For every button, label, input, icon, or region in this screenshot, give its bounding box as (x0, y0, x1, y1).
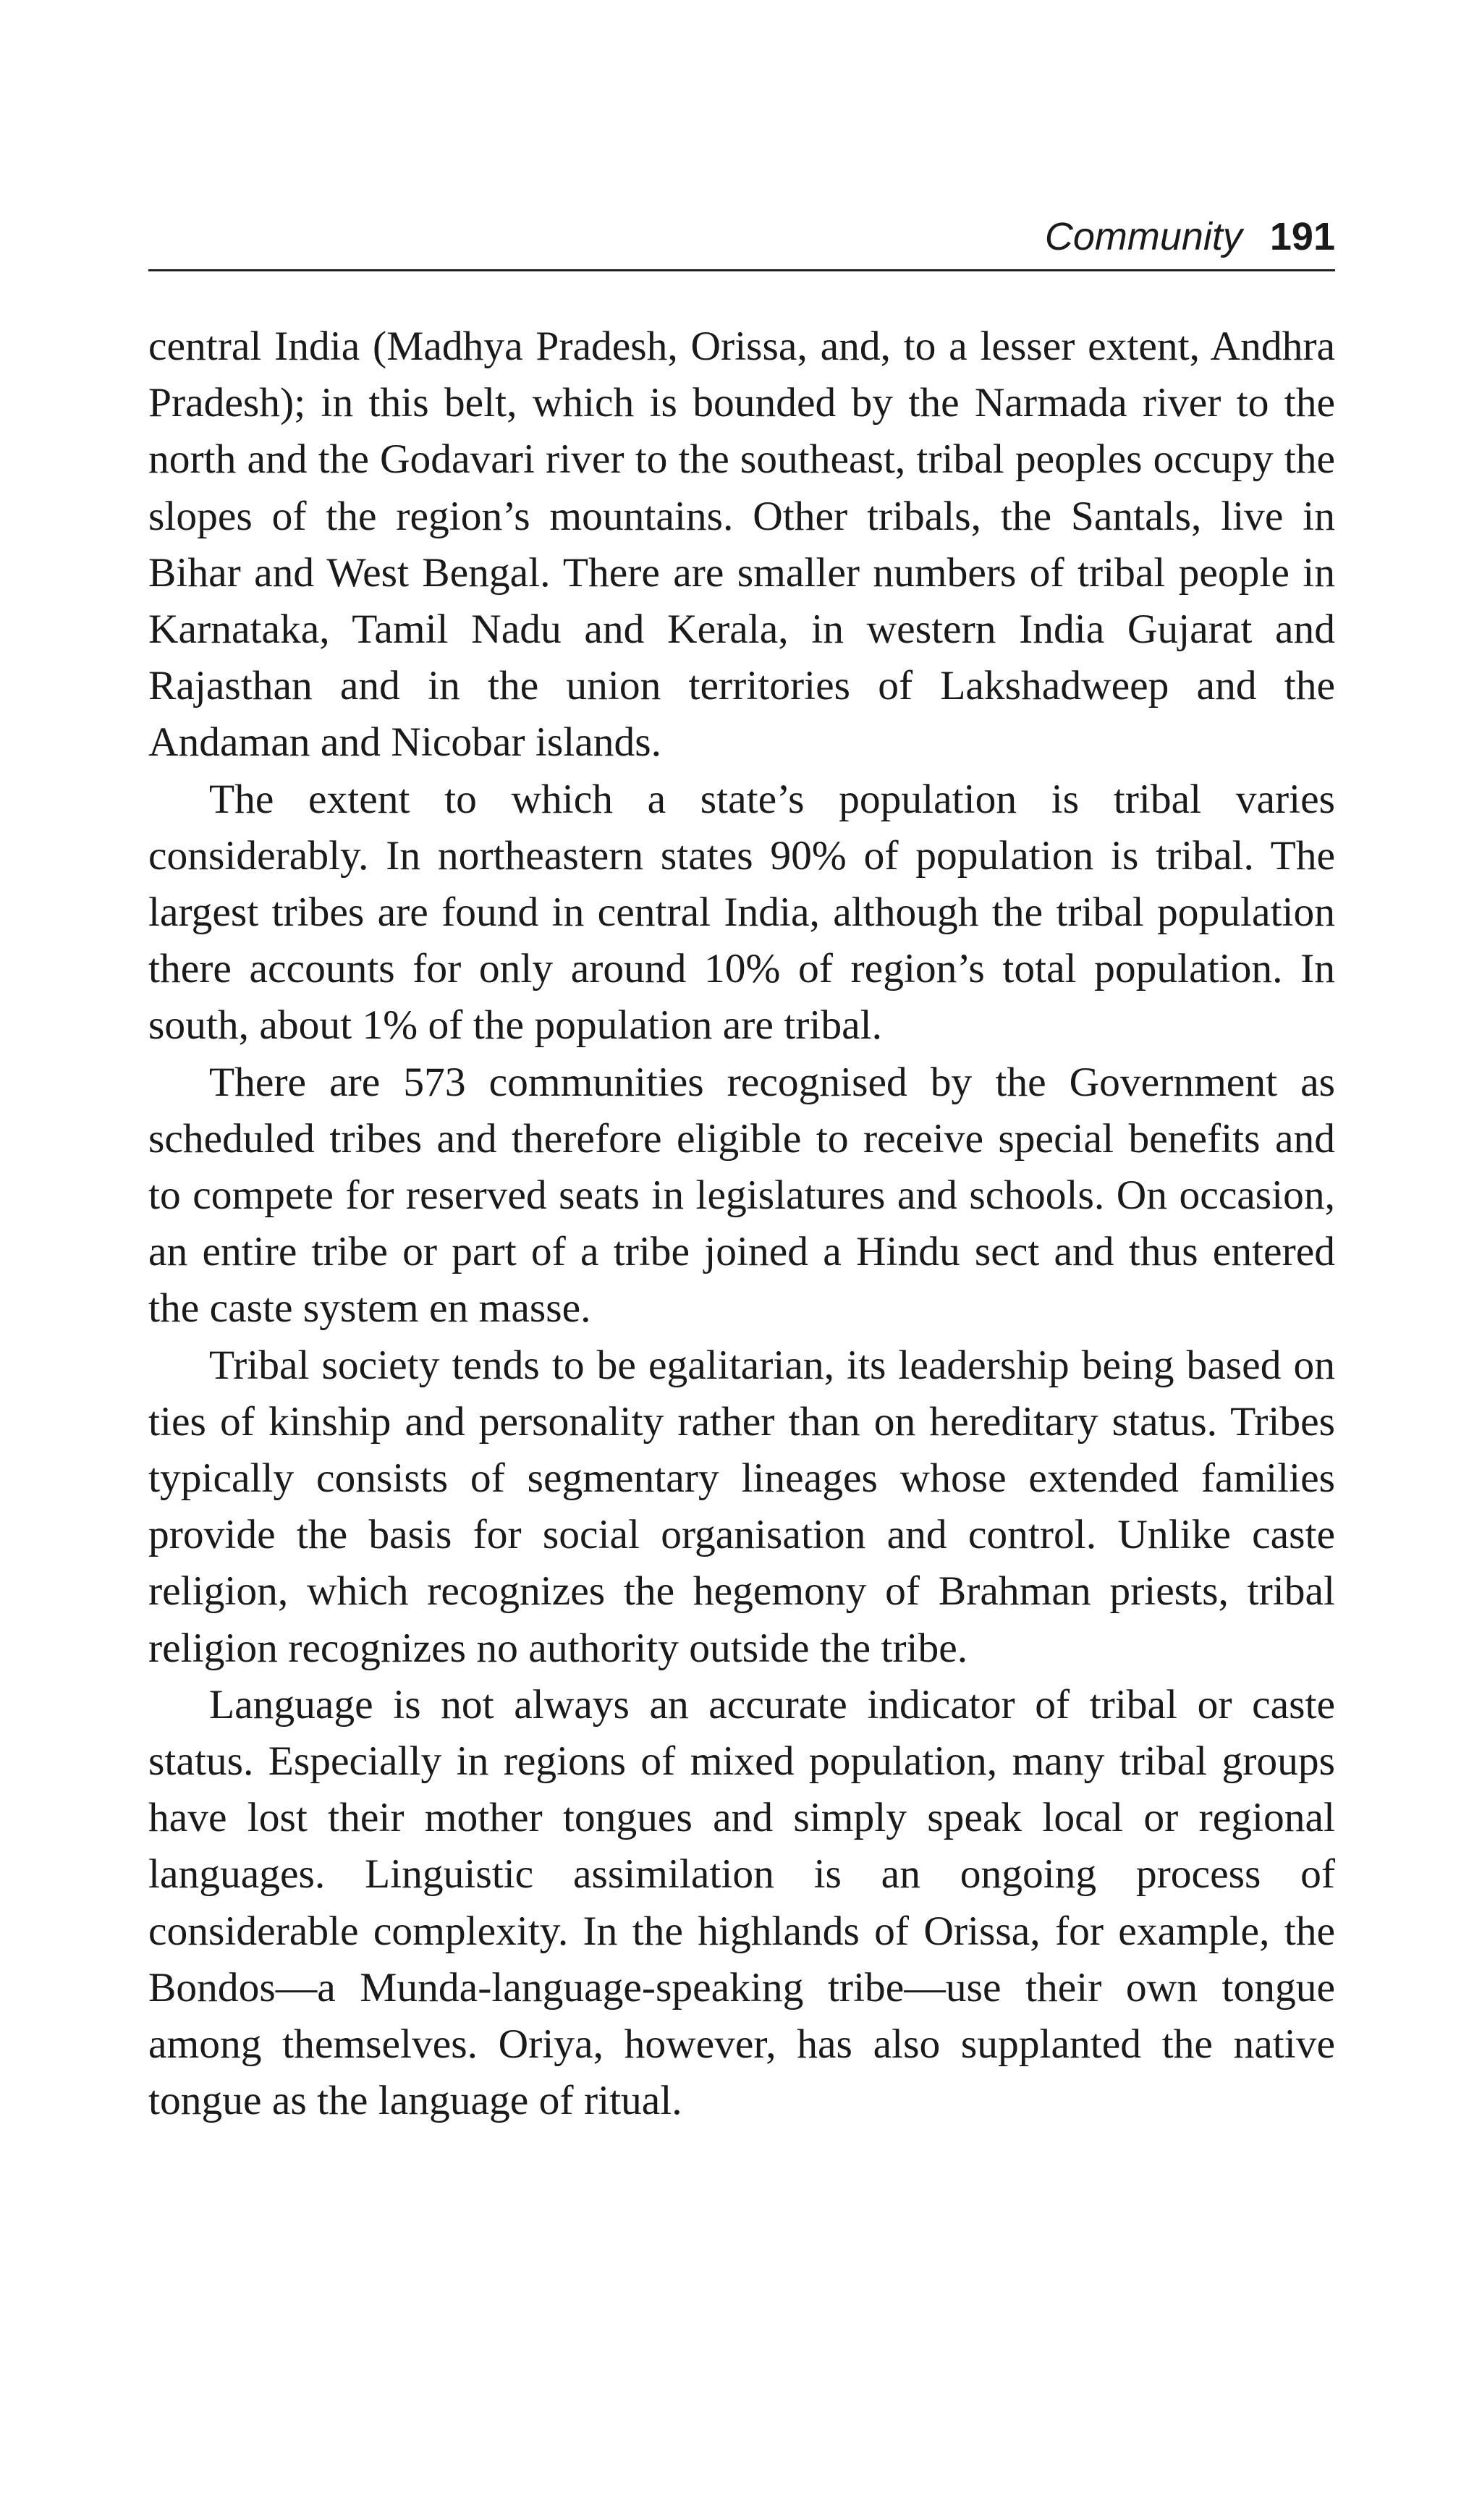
body-text (148, 318, 1335, 2130)
paragraph: central India (Madhya Pradesh, Orissa, and, to a lesser extent, Andhra Pradesh); in this belt, which is bounded by the Narmada river to the north and the Godavari river to the southeast, tribal peoples occupy the slopes of the region’s mountains. Other tribals, the Santals, live in Bihar and West Bengal. There are smaller numbers of tribal people in Karnataka, Tamil Nadu and Kerala, in western India Gujarat and Rajasthan and in the union territories of Lakshadweep and the Andaman and Nicobar islands. (148, 324, 1335, 766)
paragraph: Tribal society tends to be egalitarian, its leadership being based on ties of kinship and personality rather than on hereditary status. Tribes typically consists of segmentary lineages whose extended families provide the basis for social organisation and control. Unlike caste religion, which recognizes the hegemony of Brahman priests, tribal religion recognizes no authority outside the tribe. (148, 1342, 1335, 1671)
book-page (148, 0, 1335, 2520)
paragraph: There are 573 communities recognised by the Government as scheduled tribes and therefore eligible to receive special benefits and to compete for reserved seats in legislatures and schools. On occasion, an entire tribe or part of a tribe joined a Hindu sect and thus entered the caste system en masse. (148, 1059, 1335, 1332)
paragraph: The extent to which a state’s population is tribal varies considerably. In northeastern states 90% of population is tribal. The largest tribes are found in central India, although the tribal population there accounts for only around 10% of region’s total population. In south, about 1% of the population are tribal. (148, 776, 1335, 1049)
header-rule (148, 269, 1335, 271)
paragraph: Language is not always an accurate indicator of tribal or caste status. Especially in regions of mixed population, many tribal groups have lost their mother tongues and simply speak local or regional languages. Linguistic assimilation is an ongoing process of considerable complexity. In the highlands of Orissa, for example, the Bondos—a Munda-language-speaking tribe—use their own tongue among themselves. Oriya, however, has also supplanted the native tongue as the language of ritual. (148, 1681, 1335, 2124)
page-number: 191 (1269, 215, 1335, 258)
running-header (1045, 217, 1335, 256)
section-title: Community (1044, 215, 1242, 258)
